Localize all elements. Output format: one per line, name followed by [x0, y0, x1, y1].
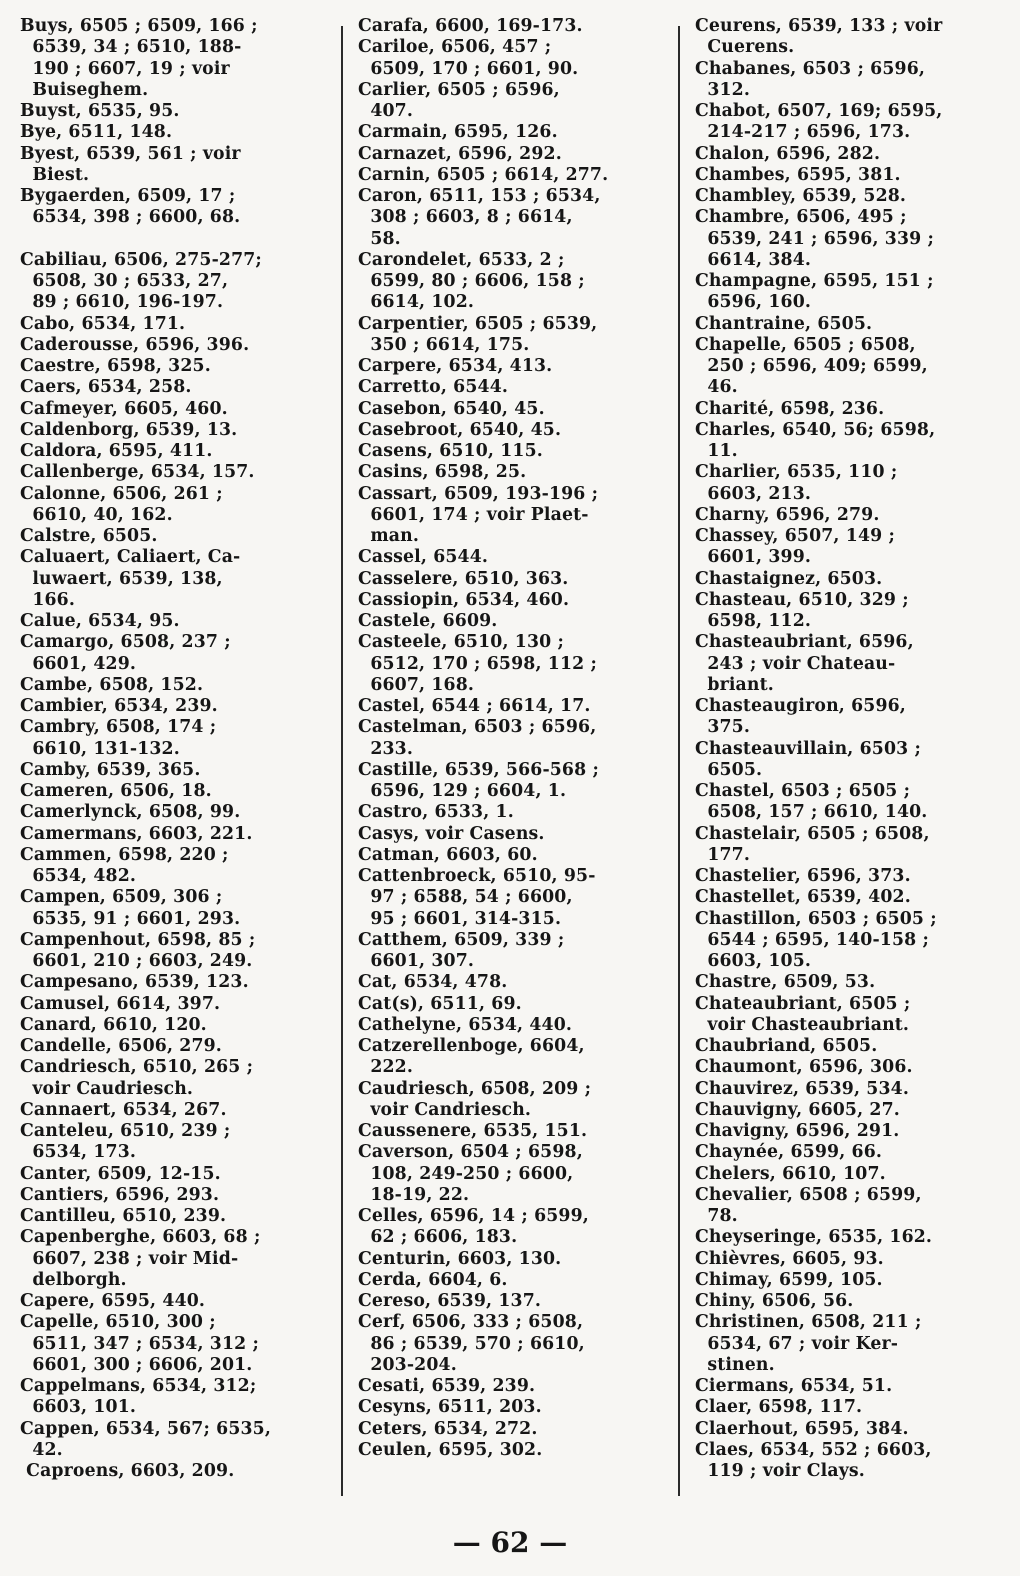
- index-line: Chimay, 6599, 105.: [695, 1269, 883, 1290]
- index-line: Chastillon, 6503 ; 6505 ;: [695, 908, 937, 929]
- index-line: Chambes, 6595, 381.: [695, 164, 901, 185]
- column-rule-right: [678, 26, 680, 1496]
- index-line: Caudriesch, 6508, 209 ;: [358, 1078, 592, 1099]
- index-line: 6509, 170 ; 6601, 90.: [358, 58, 579, 79]
- index-line: Caussenere, 6535, 151.: [358, 1121, 588, 1141]
- index-line: Claerhout, 6595, 384.: [695, 1418, 909, 1439]
- index-line: Chateaubriant, 6505 ;: [695, 993, 911, 1014]
- index-line: 6534, 482.: [20, 866, 137, 886]
- index-line: Chasteau, 6510, 329 ;: [695, 589, 909, 610]
- index-line: Carpentier, 6505 ; 6539,: [358, 313, 598, 334]
- index-line: Caestre, 6598, 325.: [20, 356, 211, 376]
- index-line: Chantraine, 6505.: [695, 313, 873, 334]
- index-line: Chasteauvillain, 6503 ;: [695, 738, 922, 759]
- index-line: Chevalier, 6508 ; 6599,: [695, 1184, 922, 1205]
- index-line: Casebroot, 6540, 45.: [358, 419, 562, 440]
- index-line: voir Caudriesch.: [20, 1078, 194, 1099]
- index-line: Capenberghe, 6603, 68 ;: [20, 1227, 261, 1248]
- letter-section-gap: [20, 229, 320, 250]
- index-column-1: [20, 16, 320, 1482]
- index-line: 108, 249-250 ; 6600,: [358, 1163, 574, 1184]
- index-line: Chambley, 6539, 528.: [695, 186, 907, 206]
- index-line: 407.: [358, 101, 414, 121]
- index-line: Charny, 6596, 279.: [695, 504, 880, 525]
- index-line: Cheyseringe, 6535, 162.: [695, 1227, 933, 1248]
- index-line: 6601, 210 ; 6603, 249.: [20, 951, 253, 971]
- index-line: Chavigny, 6596, 291.: [695, 1121, 900, 1141]
- index-line: Bye, 6511, 148.: [20, 122, 173, 143]
- index-line: briant.: [695, 674, 774, 695]
- index-line: Chiny, 6506, 56.: [695, 1291, 854, 1311]
- index-line: Chaynée, 6599, 66.: [695, 1142, 883, 1163]
- index-line: Camerlynck, 6508, 99.: [20, 802, 241, 823]
- index-line: Campenhout, 6598, 85 ;: [20, 929, 256, 950]
- index-line: Chelers, 6610, 107.: [695, 1163, 886, 1184]
- index-line: Ciermans, 6534, 51.: [695, 1376, 893, 1396]
- index-line: Chabot, 6507, 169; 6595,: [695, 101, 943, 121]
- index-line: Christinen, 6508, 211 ;: [695, 1312, 922, 1333]
- index-line: Campen, 6509, 306 ;: [20, 887, 223, 908]
- index-line: Charlier, 6535, 110 ;: [695, 462, 898, 483]
- index-line: Camusel, 6614, 397.: [20, 993, 221, 1014]
- index-line: Cattenbroeck, 6510, 95-: [358, 866, 596, 886]
- index-line: 243 ; voir Chateau-: [695, 653, 896, 674]
- index-line: 6603, 101.: [20, 1397, 137, 1418]
- index-line: Chasteaugiron, 6596,: [695, 696, 906, 716]
- index-line: Canter, 6509, 12-15.: [20, 1163, 221, 1184]
- index-line: Chastel, 6503 ; 6505 ;: [695, 781, 911, 801]
- index-line: Casselere, 6510, 363.: [358, 568, 569, 589]
- index-line: Candelle, 6506, 279.: [20, 1036, 222, 1056]
- index-line: Canard, 6610, 120.: [20, 1014, 207, 1035]
- index-line: 97 ; 6588, 54 ; 6600,: [358, 887, 573, 908]
- index-line: Casebon, 6540, 45.: [358, 398, 545, 419]
- index-line: Cerda, 6604, 6.: [358, 1269, 508, 1290]
- index-line: 95 ; 6601, 314-315.: [358, 908, 562, 929]
- index-line: 177.: [695, 844, 751, 865]
- index-line: Chastelier, 6596, 373.: [695, 866, 911, 886]
- index-line: 6508, 30 ; 6533, 27,: [20, 271, 229, 291]
- index-line: 6534, 67 ; voir Ker-: [695, 1333, 899, 1354]
- index-line: Buys, 6505 ; 6509, 166 ;: [20, 16, 258, 36]
- index-line: Cassiopin, 6534, 460.: [358, 589, 570, 610]
- index-line: Bygaerden, 6509, 17 ;: [20, 186, 236, 206]
- index-line: Chastelair, 6505 ; 6508,: [695, 823, 930, 844]
- index-line: Biest.: [20, 164, 90, 185]
- index-line: Callenberge, 6534, 157.: [20, 462, 255, 483]
- index-line: 6601, 399.: [695, 547, 812, 568]
- index-line: Caldenborg, 6539, 13.: [20, 419, 238, 440]
- index-line: Castelman, 6503 ; 6596,: [358, 717, 597, 738]
- index-line: 6512, 170 ; 6598, 112 ;: [358, 653, 597, 674]
- index-line: 6534, 173.: [20, 1142, 137, 1163]
- index-line: Cassel, 6544.: [358, 547, 489, 568]
- index-line: Chapelle, 6505 ; 6508,: [695, 334, 916, 355]
- index-line: 6511, 347 ; 6534, 312 ;: [20, 1333, 259, 1354]
- index-line: Caers, 6534, 258.: [20, 377, 192, 398]
- index-line: 6601, 300 ; 6606, 201.: [20, 1354, 253, 1375]
- index-line: Claer, 6598, 117.: [695, 1397, 863, 1418]
- index-line: stinen.: [695, 1354, 775, 1375]
- index-line: Casins, 6598, 25.: [358, 462, 527, 483]
- index-line: Chièvres, 6605, 93.: [695, 1248, 884, 1269]
- index-line: 62 ; 6606, 183.: [358, 1227, 518, 1248]
- index-line: Cerf, 6506, 333 ; 6508,: [358, 1312, 584, 1333]
- index-line: 203-204.: [358, 1354, 457, 1375]
- index-line: Capelle, 6510, 300 ;: [20, 1312, 216, 1333]
- index-line: Carafa, 6600, 169-173.: [358, 16, 583, 36]
- index-line: Catzerellenboge, 6604,: [358, 1036, 585, 1056]
- index-line: Cannaert, 6534, 267.: [20, 1099, 227, 1120]
- index-line: 6607, 168.: [358, 674, 475, 695]
- index-line: Chaumont, 6596, 306.: [695, 1057, 913, 1078]
- index-line: Cappen, 6534, 567; 6535,: [20, 1418, 272, 1439]
- index-line: 250 ; 6596, 409; 6599,: [695, 356, 928, 376]
- index-line: Catthem, 6509, 339 ;: [358, 929, 565, 950]
- index-line: Byest, 6539, 561 ; voir: [20, 143, 241, 164]
- index-line: 18-19, 22.: [358, 1184, 470, 1205]
- index-line: Ceurens, 6539, 133 ; voir: [695, 16, 943, 36]
- index-line: Calue, 6534, 95.: [20, 611, 180, 631]
- index-line: Cuerens.: [695, 37, 795, 58]
- index-line: Cathelyne, 6534, 440.: [358, 1014, 573, 1035]
- index-line: 6544 ; 6595, 140-158 ;: [695, 929, 929, 950]
- index-line: 78.: [695, 1206, 738, 1226]
- index-line: Capere, 6595, 440.: [20, 1291, 206, 1311]
- index-line: Charité, 6598, 236.: [695, 398, 885, 419]
- index-line: Camermans, 6603, 221.: [20, 823, 253, 844]
- index-line: 308 ; 6603, 8 ; 6614,: [358, 207, 573, 228]
- index-line: 6601, 307.: [358, 951, 475, 971]
- index-line: Cammen, 6598, 220 ;: [20, 844, 229, 865]
- index-line: Ceters, 6534, 272.: [358, 1418, 538, 1439]
- index-line: Chabanes, 6503 ; 6596,: [695, 58, 926, 79]
- index-line: Camargo, 6508, 237 ;: [20, 632, 231, 653]
- index-line: 312.: [695, 79, 751, 100]
- index-line: 6603, 213.: [695, 483, 812, 504]
- index-line: Cassart, 6509, 193-196 ;: [358, 483, 599, 504]
- index-column-3: [695, 16, 1000, 1482]
- index-line: Campesano, 6539, 123.: [20, 972, 249, 993]
- index-line: Candriesch, 6510, 265 ;: [20, 1057, 254, 1078]
- index-line: Chastaignez, 6503.: [695, 568, 883, 589]
- index-line: Chalon, 6596, 282.: [695, 143, 881, 164]
- index-line: Chasteaubriant, 6596,: [695, 632, 914, 653]
- index-line: Cabiliau, 6506, 275-277;: [20, 249, 262, 270]
- index-line: Carnin, 6505 ; 6614, 277.: [358, 164, 609, 185]
- index-line: Cereso, 6539, 137.: [358, 1291, 542, 1311]
- index-column-2: [358, 16, 663, 1461]
- index-line: Centurin, 6603, 130.: [358, 1248, 562, 1269]
- index-line: 190 ; 6607, 19 ; voir: [20, 58, 230, 79]
- index-line: Buiseghem.: [20, 79, 149, 100]
- index-line: Cesyns, 6511, 203.: [358, 1397, 542, 1418]
- index-line: Cantiers, 6596, 293.: [20, 1184, 220, 1205]
- index-line: 6598, 112.: [695, 611, 812, 631]
- index-line: Chauvirez, 6539, 534.: [695, 1078, 910, 1099]
- index-line: Chastre, 6509, 53.: [695, 972, 876, 993]
- index-line: Cat, 6534, 478.: [358, 972, 508, 993]
- index-line: 46.: [695, 377, 738, 398]
- index-line: Chaubriand, 6505.: [695, 1036, 878, 1056]
- index-line: 6535, 91 ; 6601, 293.: [20, 908, 241, 929]
- index-line: 6601, 174 ; voir Plaet-: [358, 504, 589, 525]
- index-line: 6539, 241 ; 6596, 339 ;: [695, 228, 934, 249]
- index-line: Castel, 6544 ; 6614, 17.: [358, 696, 591, 716]
- index-line: 6534, 398 ; 6600, 68.: [20, 207, 241, 228]
- index-line: Castele, 6609.: [358, 611, 498, 631]
- index-line: 42.: [20, 1439, 63, 1460]
- index-line: Calstre, 6505.: [20, 526, 158, 546]
- index-line: Carpere, 6534, 413.: [358, 356, 553, 376]
- index-line: 6607, 238 ; voir Mid-: [20, 1248, 239, 1269]
- index-line: delborgh.: [20, 1269, 127, 1290]
- index-line: Carmain, 6595, 126.: [358, 122, 558, 143]
- index-line: Cambier, 6534, 239.: [20, 696, 218, 716]
- index-line: man.: [358, 526, 419, 546]
- index-line: 350 ; 6614, 175.: [358, 334, 530, 355]
- index-line: Caderousse, 6596, 396.: [20, 334, 250, 355]
- index-line: Chastellet, 6539, 402.: [695, 887, 911, 908]
- index-line: 6603, 105.: [695, 951, 812, 971]
- index-line: 6599, 80 ; 6606, 158 ;: [358, 271, 585, 291]
- column-rule-left: [341, 26, 343, 1496]
- index-line: 6610, 131-132.: [20, 738, 180, 759]
- index-line: Cantilleu, 6510, 239.: [20, 1206, 227, 1226]
- index-line: Castille, 6539, 566-568 ;: [358, 759, 599, 780]
- index-line: Carnazet, 6596, 292.: [358, 143, 562, 164]
- index-line: 6610, 40, 162.: [20, 504, 173, 525]
- index-line: Carlier, 6505 ; 6596,: [358, 79, 560, 100]
- index-line: Cambe, 6508, 152.: [20, 674, 204, 695]
- index-line: Casteele, 6510, 130 ;: [358, 632, 564, 653]
- index-line: 222.: [358, 1057, 414, 1078]
- index-line: Chauvigny, 6605, 27.: [695, 1099, 900, 1120]
- index-line: Cappelmans, 6534, 312;: [20, 1376, 257, 1396]
- index-line: Caproens, 6603, 209.: [20, 1461, 235, 1481]
- index-line: 166.: [20, 589, 76, 610]
- index-line: Calonne, 6506, 261 ;: [20, 483, 223, 504]
- index-line: Cesati, 6539, 239.: [358, 1376, 536, 1396]
- index-line: Claes, 6534, 552 ; 6603,: [695, 1439, 932, 1460]
- index-line: Cameren, 6506, 18.: [20, 781, 212, 801]
- page-number: — 62 —: [452, 1526, 568, 1559]
- index-line: 233.: [358, 738, 414, 759]
- index-line: Cafmeyer, 6605, 460.: [20, 398, 228, 419]
- index-line: 6508, 157 ; 6610, 140.: [695, 802, 928, 823]
- index-line: Camby, 6539, 365.: [20, 759, 201, 780]
- index-line: 11.: [695, 441, 738, 461]
- index-line: Cambry, 6508, 174 ;: [20, 717, 217, 738]
- index-line: Casens, 6510, 115.: [358, 441, 543, 461]
- index-line: Chassey, 6507, 149 ;: [695, 526, 895, 546]
- index-line: 6539, 34 ; 6510, 188-: [20, 37, 242, 58]
- index-line: 375.: [695, 717, 751, 738]
- index-line: voir Candriesch.: [358, 1099, 532, 1120]
- index-line: 119 ; voir Clays.: [695, 1461, 865, 1481]
- index-line: Carondelet, 6533, 2 ;: [358, 249, 565, 270]
- index-line: 86 ; 6539, 570 ; 6610,: [358, 1333, 585, 1354]
- index-line: Cat(s), 6511, 69.: [358, 993, 522, 1014]
- index-line: Cariloe, 6506, 457 ;: [358, 37, 552, 58]
- index-line: 6596, 160.: [695, 292, 812, 313]
- index-line: Champagne, 6595, 151 ;: [695, 271, 934, 291]
- index-line: Celles, 6596, 14 ; 6599,: [358, 1206, 589, 1226]
- index-line: Caron, 6511, 153 ; 6534,: [358, 186, 601, 206]
- index-line: 214-217 ; 6596, 173.: [695, 122, 911, 143]
- index-line: Casys, voir Casens.: [358, 823, 545, 844]
- index-line: Cabo, 6534, 171.: [20, 313, 186, 334]
- index-line: 6601, 429.: [20, 653, 137, 674]
- index-line: Caverson, 6504 ; 6598,: [358, 1142, 583, 1163]
- index-line: 6596, 129 ; 6604, 1.: [358, 781, 567, 801]
- index-line: 6505.: [695, 759, 763, 780]
- index-line: voir Chasteaubriant.: [695, 1014, 910, 1035]
- index-line: 89 ; 6610, 196-197.: [20, 292, 224, 313]
- index-line: Castro, 6533, 1.: [358, 802, 514, 823]
- index-line: Caluaert, Caliaert, Ca-: [20, 547, 241, 568]
- index-line: Ceulen, 6595, 302.: [358, 1439, 543, 1460]
- index-line: 6614, 384.: [695, 249, 812, 270]
- index-line: Catman, 6603, 60.: [358, 844, 538, 865]
- index-line: Chambre, 6506, 495 ;: [695, 207, 907, 228]
- index-line: Carretto, 6544.: [358, 377, 509, 398]
- index-line: Charles, 6540, 56; 6598,: [695, 419, 936, 440]
- index-line: 58.: [358, 228, 401, 249]
- index-line: Caldora, 6595, 411.: [20, 441, 213, 461]
- index-line: Canteleu, 6510, 239 ;: [20, 1121, 231, 1141]
- index-line: 6614, 102.: [358, 292, 475, 313]
- index-line: luwaert, 6539, 138,: [20, 568, 223, 589]
- index-line: Buyst, 6535, 95.: [20, 101, 180, 121]
